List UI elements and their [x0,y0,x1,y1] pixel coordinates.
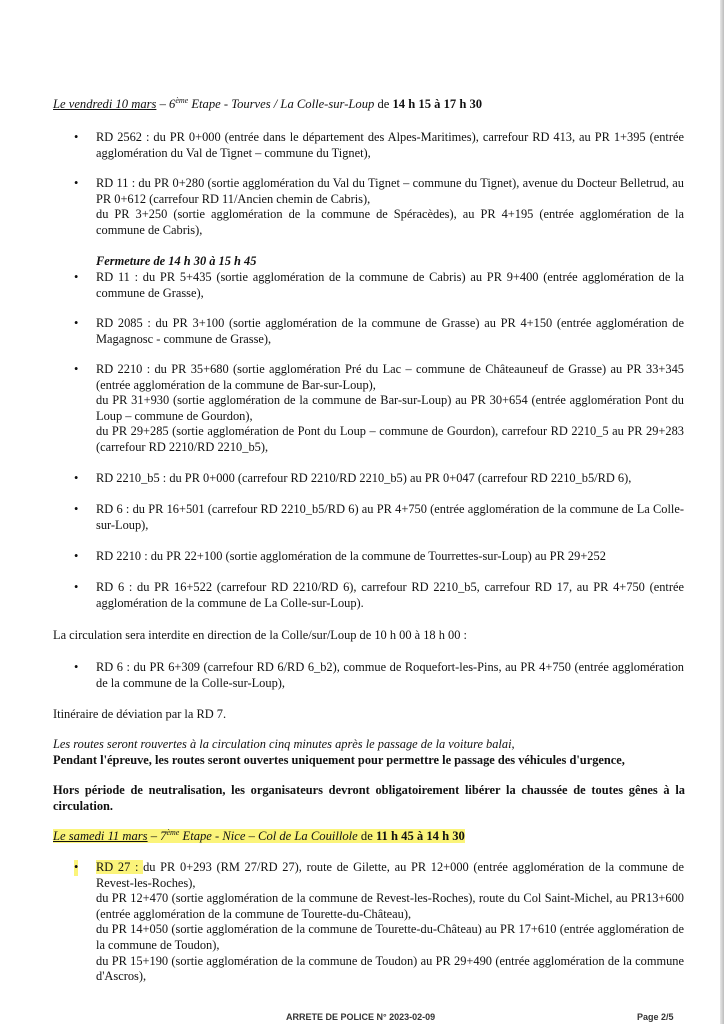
bullet-icon: • [74,176,79,190]
list-item: • RD 11 : du PR 0+280 (sortie agglomération du Val du Tignet – commune du Tignet), avenue du Docteur Belletrud, au PR 0+612 (carrefour RD 11/Ancien chemin de Cabris), du PR 3+250 (sortie agglomération de la commune de Spéracèdes), au PR 4+195 (entrée agglomération de la commune de Cabris), [74,176,684,237]
stage-7-number: 7 [160,829,167,843]
stage-6-number: 6 [169,97,176,111]
bullet-icon: • [74,471,79,485]
stage-7-route: Etape - Nice – Col de La Couillole [179,829,358,843]
stage-6-time: 14 h 15 à 17 h 30 [392,97,483,111]
closure-heading: Fermeture de 14 h 30 à 15 h 45 [96,254,257,268]
list-item: • RD 6 : du PR 16+522 (carrefour RD 2210/RD 6), carrefour RD 2210_b5, carrefour RD 17, au PR 4+750 (entrée agglomération de la commune de La Colle-sur-Loup). [74,580,684,610]
neutralisation-paragraph: Hors période de neutralisation, les organisateurs devront obligatoirement libérer la chaussée de toutes gênes à la circulation. [53,783,685,813]
bullet-icon: • [74,270,79,284]
list-item: • RD 2085 : du PR 3+100 (sortie agglomération de la commune de Grasse) au PR 4+150 (entrée agglomération de Magagnosc - commune de Grasse), [74,316,684,346]
scan-edge [720,0,724,1024]
list-item: • RD 2562 : du PR 0+000 (entrée dans le département des Alpes-Maritimes), carrefour RD 413, au PR 1+395 (entrée agglomération du Val de Tignet – commune du Tignet), [74,130,684,160]
stage-7-time: 11 h 45 à 14 h 30 [375,829,465,843]
list-item: • RD 6 : du PR 6+309 (carrefour RD 6/RD 6_b2), commue de Roquefort-les-Pins, au PR 4+750 (entrée agglomération de la commune de la Colle-sur-Loup), [74,660,684,690]
list-item: • RD 2210 : du PR 22+100 (sortie agglomération de la commune de Tourrettes-sur-Loup) au PR 29+252 [74,549,606,563]
list-item: • RD 6 : du PR 16+501 (carrefour RD 2210_b5/RD 6) au PR 4+750 (entrée agglomération de la commune de La Colle-sur-Loup), [74,502,684,532]
footer-page-number: Page 2/5 [637,1012,674,1022]
list-item: • RD 11 : du PR 5+435 (sortie agglomération de la commune de Cabris) au PR 9+400 (entrée agglomération de la commune de Grasse), [74,270,684,300]
stage-6-date: Le vendredi 10 mars [53,97,157,111]
stage-6-heading: Le vendredi 10 mars – 6ème Etape - Tourves / La Colle-sur-Loup de 14 h 15 à 17 h 30 [53,95,483,111]
list-item: • RD 2210_b5 : du PR 0+000 (carrefour RD 2210/RD 2210_b5) au PR 0+047 (carrefour RD 2210_b5/RD 6), [74,471,632,485]
bullet-icon: • [74,660,79,674]
deviation-paragraph: Itinéraire de déviation par la RD 7. [53,707,227,721]
bullet-icon: • [74,502,79,516]
bullet-icon: • [74,316,79,330]
stage-6-route: Etape - Tourves / La Colle-sur-Loup [188,97,375,111]
stage-7-date: Le samedi 11 mars [53,829,148,843]
bullet-icon: • [74,130,79,144]
footer-doc-ref: ARRETE DE POLICE N° 2023-02-09 [286,1012,436,1022]
stage-7-heading: Le samedi 11 mars – 7ème Etape - Nice – Col de La Couillole de 11 h 45 à 14 h 30 [53,827,465,843]
list-item: • RD 27 : du PR 0+293 (RM 27/RD 27), route de Gilette, au PR 12+000 (entrée agglomération de la commune de Revest-les-Roches), du PR 12+470 (sortie agglomération de la commune de Revest-les-Roches), route du Col Saint-Michel, au PR13+600 (entrée agglomération de la commune de Tourette-du-Château), du PR 14+050 (sortie agglomération de la commune de Tourette-du-Château) au PR 17+610 (entrée agglomération de la commune de Toudon), du PR 15+190 (sortie agglomération de la commune de Toudon) au PR 29+490 (entrée agglomération de la commune d'Ascros), [74,860,684,984]
bullet-icon: • [74,362,79,376]
bullet-icon: • [74,549,79,563]
bullet-icon: • [74,860,79,874]
emergency-paragraph: Pendant l'épreuve, les routes seront ouvertes uniquement pour permettre le passage des véhicules d'urgence, [53,753,625,767]
circulation-paragraph: La circulation sera interdite en direction de la Colle/sur/Loup de 10 h 00 à 18 h 00 : [53,628,467,642]
list-item: • RD 2210 : du PR 35+680 (sortie agglomération Pré du Lac – commune de Châteauneuf de Grasse) au PR 33+345 (entrée agglomération de la commune de Bar-sur-Loup), du PR 31+930 (sortie agglomération de la commune de Bar-sur-Loup) au PR 30+654 (entrée agglomération Pont du Loup – commune de Gourdon), du PR 29+285 (sortie agglomération de Pont du Loup – commune de Gourdon), carrefour RD 2210_5 au PR 29+283 (carrefour RD 2210/RD 2210_b5), [74,362,684,454]
reopen-paragraph: Les routes seront rouvertes à la circulation cinq minutes après le passage de la voiture balai, [53,737,515,751]
bullet-icon: • [74,580,79,594]
rd27-road-label: RD 27 : [96,860,144,874]
